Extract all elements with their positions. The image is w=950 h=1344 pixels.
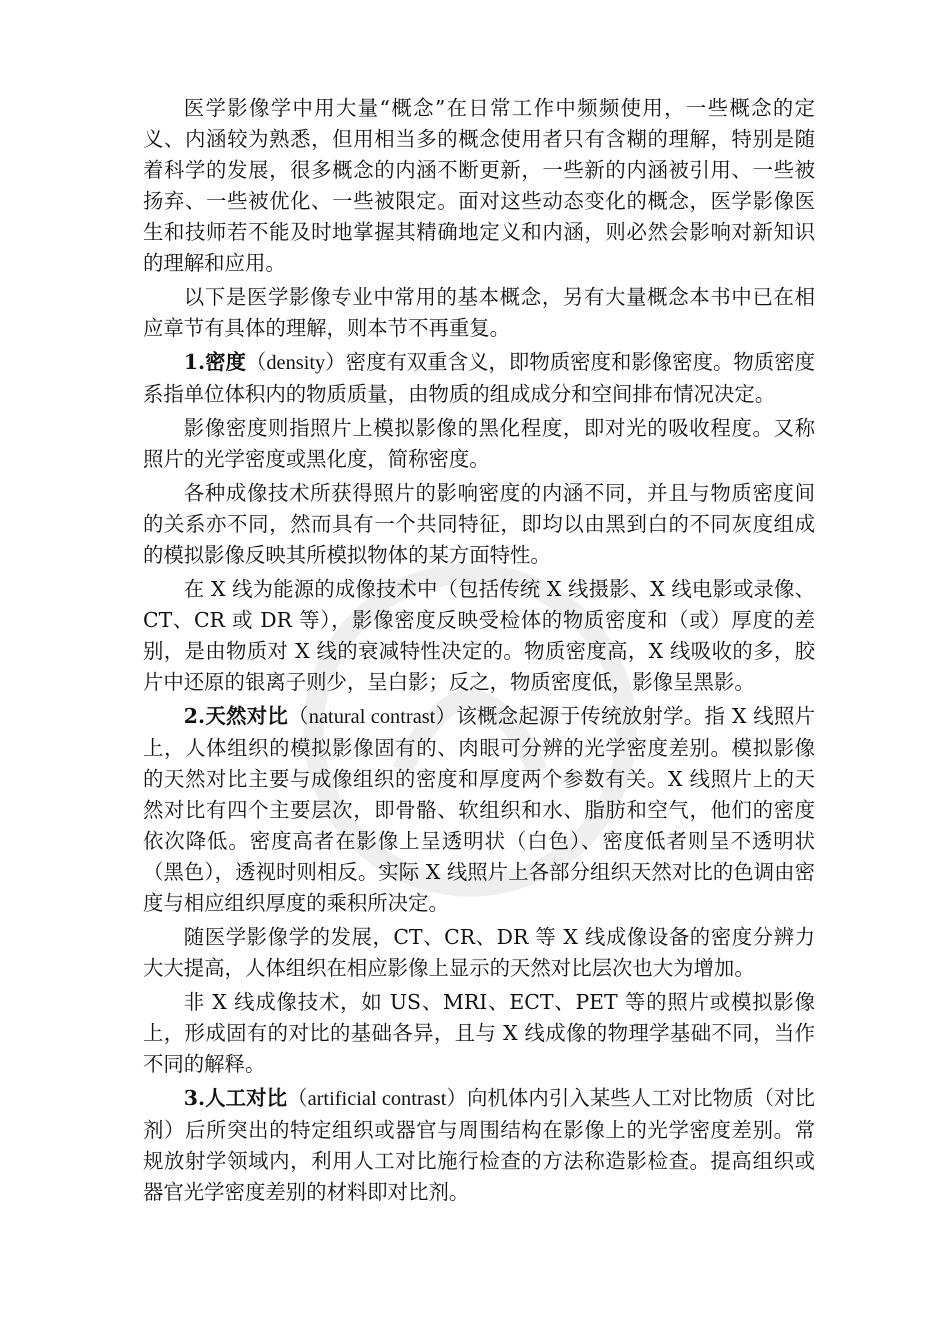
document-body: [143, 93, 815, 1211]
term-natural-contrast-english: （natural contrast）: [288, 706, 457, 728]
paragraph-imaging-techniques: [143, 478, 815, 571]
paragraph-non-xray: [143, 987, 815, 1080]
paragraph-natural-contrast-text: 该概念起源于传统放射学。指 X 线照片上，人体组织的模拟影像固有的、肉眼可分辨的光学密度差别。模拟影像的天然对比主要与成像组织的密度和厚度两个参数有关。X 线照片上的天然对比有四个主要层次，即骨骼、软组织和水、脂肪和空气，他们的密度依次降低。密度高者在影像上呈透明状（白色）、密度低者则呈不透明状（黑色），透视时则相反。实际 X 线照片上各部分组织天然对比的色调由密度与相应组织厚度的乘积所决定。: [143, 704, 815, 915]
paragraph-artificial-contrast: [143, 1083, 815, 1208]
paragraph-natural-contrast: [143, 701, 815, 919]
paragraph-image-density-text: 影像密度则指照片上模拟影像的黑化程度，即对光的吸收程度。又称照片的光学密度或黑化度，简称密度。: [143, 416, 815, 471]
paragraph-imaging-techniques-text: 各种成像技术所获得照片的影响密度的内涵不同，并且与物质密度间的关系亦不同，然而具有一个共同特征，即均以由黑到白的不同灰度组成的模拟影像反映其所模拟物体的某方面特性。: [143, 481, 815, 567]
paragraph-intro-text: 医学影像学中用大量“概念”在日常工作中频频使用，一些概念的定义、内涵较为熟悉，但用相当多的概念使用者只有含糊的理解，特别是随着科学的发展，很多概念的内涵不断更新，一些新的内涵被引用、一些被扬弃、一些被优化、一些被限定。面对这些动态变化的概念，医学影像医生和技师若不能及时地掌握其精确地定义和内涵，则必然会影响对新知识的理解和应用。: [143, 96, 815, 275]
term-artificial-contrast: 3.人工对比: [183, 1086, 288, 1110]
paragraph-imaging-development-text: 随医学影像学的发展，CT、CR、DR 等 X 线成像设备的密度分辨力大大提高，人体组织在相应影像上显示的天然对比层次也大为增加。: [143, 925, 815, 980]
paragraph-non-xray-text: 非 X 线成像技术，如 US、MRI、ECT、PET 等的照片或模拟影像上，形成固有的对比的基础各异，且与 X 线成像的物理学基础不同，当作不同的解释。: [143, 990, 815, 1076]
term-density: 1.密度: [183, 350, 246, 374]
term-natural-contrast: 2.天然对比: [183, 704, 289, 728]
paragraph-imaging-development: [143, 922, 815, 984]
paragraph-image-density: [143, 413, 815, 475]
paragraph-overview: [143, 282, 815, 344]
paragraph-xray-density-text: 在 X 线为能源的成像技术中（包括传统 X 线摄影、X 线电影或录像、CT、CR 或 DR 等），影像密度反映受检体的物质密度和（或）厚度的差别，是由物质对 X 线的衰减特性决定的。物质密度高，X 线吸收的多，胶片中还原的银离子则少，呈白影；反之，物质密度低，影像呈黑影。: [143, 577, 815, 694]
paragraph-density-text: 密度有双重含义，即物质密度和影像密度。物质密度系指单位体积内的物质质量，由物质的组成成分和空间排布情况决定。: [143, 350, 815, 406]
paragraph-overview-text: 以下是医学影像专业中常用的基本概念，另有大量概念本书中已在相应章节有具体的理解，则本节不再重复。: [143, 285, 815, 340]
paragraph-artificial-contrast-text: 向机体内引入某些人工对比物质（对比剂）后所突出的特定组织或器官与周围结构在影像上的光学密度差别。常规放射学领域内，利用人工对比施行检查的方法称造影检查。提高组织或器官光学密度差别的材料即对比剂。: [143, 1086, 815, 1204]
term-density-english: （density）: [245, 352, 346, 374]
paragraph-intro: [143, 93, 815, 279]
paragraph-xray-density: [143, 574, 815, 698]
paragraph-density: [143, 347, 815, 410]
term-artificial-contrast-english: （artificial contrast）: [287, 1088, 467, 1110]
